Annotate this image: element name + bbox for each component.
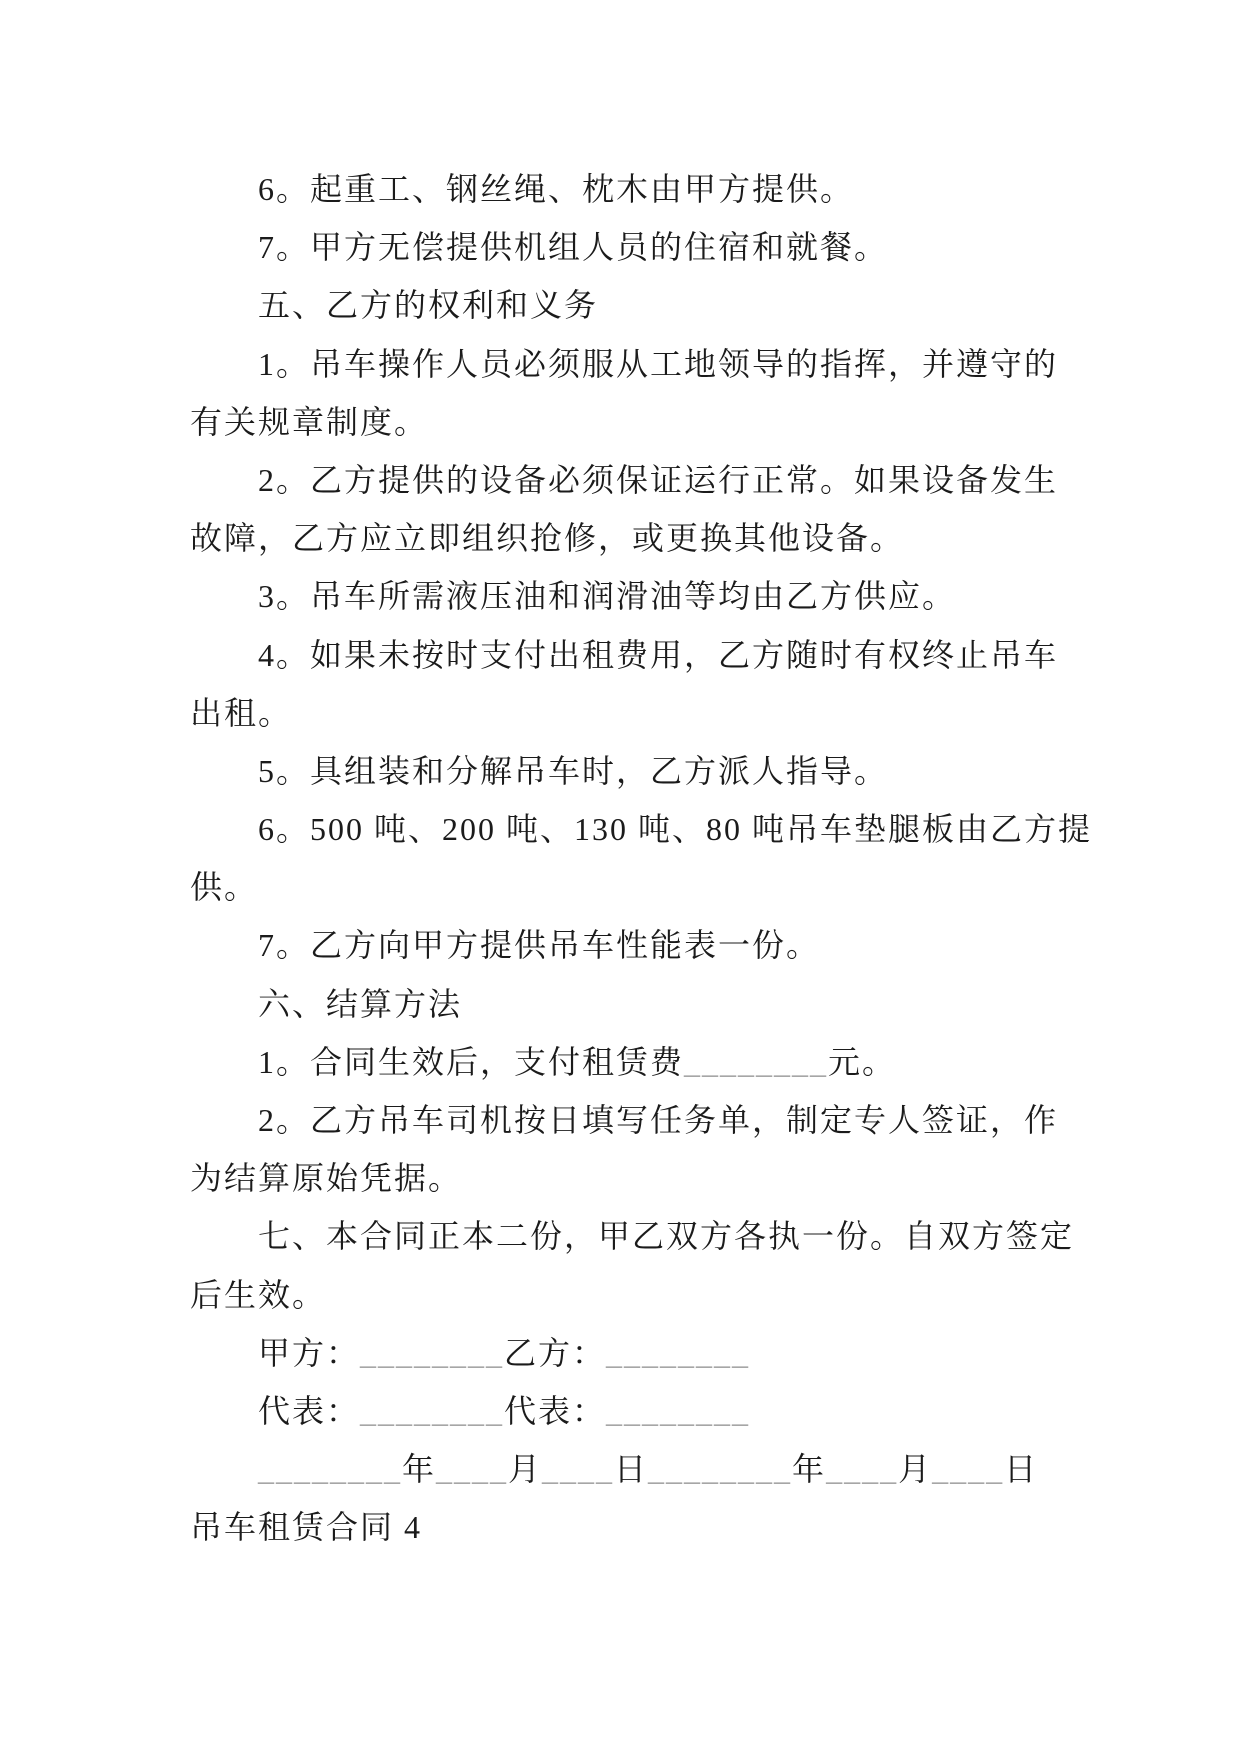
representative-a-label: 代表：: [258, 1392, 361, 1429]
contract-line: 2。乙方吊车司机按日填写任务单，制定专人签证，作: [258, 1102, 1059, 1138]
contract-line: 2。乙方提供的设备必须保证运行正常。如果设备发生: [258, 461, 1059, 498]
contract-line: 为结算原始凭据。: [190, 1160, 463, 1197]
contract-section-heading: 六、结算方法: [258, 985, 463, 1022]
contract-line: 出租。: [190, 694, 293, 731]
contract-line: 后生效。: [190, 1276, 327, 1313]
fill-in-blank: ________: [606, 1334, 751, 1371]
contract-line: 七、本合同正本二份，甲乙双方各执一份。自双方签定: [258, 1218, 1075, 1255]
signature-line-dates: [190, 1440, 1181, 1498]
contract-line-rental-fee: [190, 1033, 1181, 1091]
contract-line: 6。500 吨、200 吨、130 吨、80 吨吊车垫腿板由乙方提: [258, 811, 1093, 848]
contract-line: 1。吊车操作人员必须服从工地领导的指挥，并遵守的: [258, 345, 1059, 382]
fill-in-blank: ________: [684, 1043, 829, 1080]
document-footer-title: 吊车租赁合同 4: [190, 1509, 423, 1546]
contract-line: 6。起重工、钢丝绳、枕木由甲方提供。: [258, 171, 855, 207]
contract-line: 供。: [190, 869, 259, 906]
contract-line: 有关规章制度。: [190, 403, 429, 440]
contract-section-heading: 五、乙方的权利和义务: [258, 287, 599, 324]
contract-line: 4。如果未按时支付出租费用，乙方随时有权终止吊车: [258, 636, 1059, 673]
year-label: 年: [792, 1451, 827, 1488]
fill-in-blank: ________: [606, 1392, 751, 1429]
fill-in-blank: ________: [648, 1451, 793, 1488]
fill-in-blank: ________: [258, 1451, 402, 1488]
party-a-label: 甲方：: [258, 1334, 361, 1371]
fill-in-blank: ____: [932, 1451, 1005, 1488]
fill-in-blank: ____: [436, 1451, 509, 1488]
contract-line: 故障，乙方应立即组织抢修，或更换其他设备。: [190, 520, 905, 557]
contract-line: 5。具组装和分解吊车时，乙方派人指导。: [258, 752, 889, 789]
year-label: 年: [402, 1451, 437, 1488]
signature-line-representatives: [190, 1382, 1181, 1440]
contract-line: 3。吊车所需液压油和润滑油等均由乙方供应。: [258, 578, 957, 615]
fill-in-blank: ____: [826, 1451, 899, 1488]
signature-line-parties: [190, 1324, 1181, 1382]
fill-in-blank: ________: [360, 1392, 505, 1429]
contract-line: 7。甲方无偿提供机组人员的住宿和就餐。: [258, 229, 889, 266]
day-label: 日: [614, 1451, 649, 1488]
party-b-label: 乙方：: [504, 1334, 607, 1371]
line-text: 元。: [828, 1043, 897, 1080]
month-label: 月: [898, 1451, 933, 1488]
representative-b-label: 代表：: [504, 1392, 607, 1429]
day-label: 日: [1004, 1451, 1039, 1488]
contract-line: 7。乙方向甲方提供吊车性能表一份。: [258, 927, 821, 964]
month-label: 月: [508, 1451, 543, 1488]
line-text: 1。合同生效后，支付租赁费: [258, 1043, 685, 1080]
fill-in-blank: ________: [360, 1334, 505, 1371]
fill-in-blank: ____: [542, 1451, 615, 1488]
